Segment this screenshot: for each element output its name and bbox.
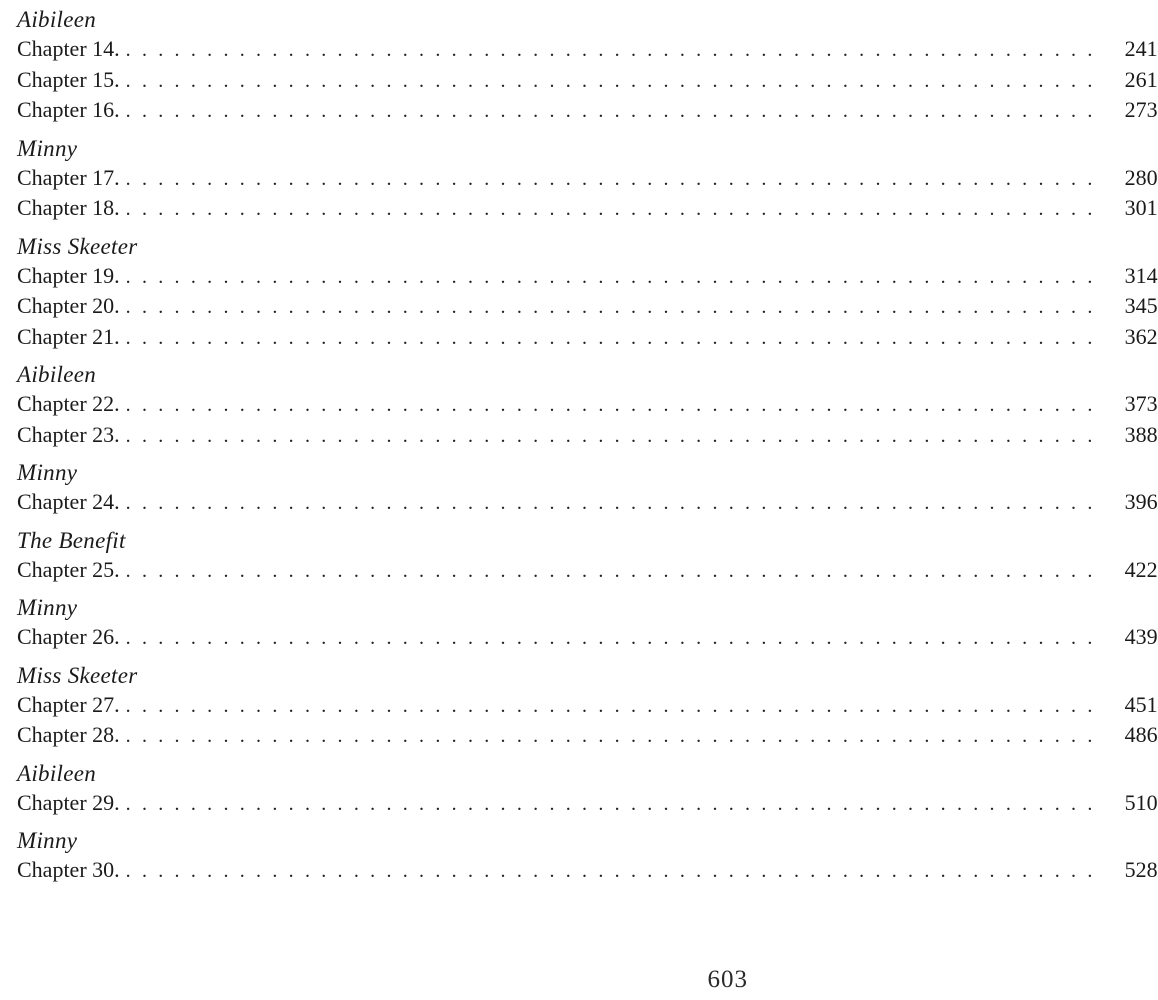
section-heading: Miss Skeeter xyxy=(17,233,138,259)
section-heading: The Benefit xyxy=(17,527,126,553)
chapter-page-number: 510 xyxy=(1124,789,1158,815)
toc-entry xyxy=(17,193,1158,224)
toc-section xyxy=(17,134,1158,224)
chapter-page-number: 345 xyxy=(1124,293,1158,318)
toc-section xyxy=(17,5,1158,126)
toc-entry xyxy=(17,487,1158,518)
toc-entry xyxy=(17,720,1158,751)
chapter-label: Chapter 26. xyxy=(17,624,120,649)
chapter-label: Chapter 22. xyxy=(17,391,120,416)
toc-entry xyxy=(17,389,1158,420)
dot-leader: ............................................................ xyxy=(125,792,1104,815)
toc-section xyxy=(17,826,1158,886)
chapter-label: Chapter 29. xyxy=(17,789,120,815)
toc-entry xyxy=(17,34,1158,65)
dot-leader: ............................................................ xyxy=(125,69,1104,92)
section-heading: Miss Skeeter xyxy=(17,662,138,688)
dot-leader: ............................................................ xyxy=(125,424,1104,447)
toc-entry xyxy=(17,555,1158,586)
section-heading: Aibileen xyxy=(17,760,97,786)
chapter-page-number: 388 xyxy=(1124,421,1158,447)
chapter-page-number: 314 xyxy=(1124,262,1158,288)
dot-leader: ............................................................ xyxy=(125,296,1104,318)
chapter-page-number: 273 xyxy=(1124,97,1158,122)
section-heading: Minny xyxy=(17,595,78,620)
dot-leader: ............................................................ xyxy=(125,167,1104,190)
section-heading: Aibileen xyxy=(17,362,97,387)
toc-entry xyxy=(17,261,1158,292)
dot-leader: ............................................................ xyxy=(125,326,1104,349)
dot-leader: ............................................................ xyxy=(125,694,1104,717)
toc-entry xyxy=(17,322,1158,353)
chapter-page-number: 396 xyxy=(1124,489,1158,514)
toc-section xyxy=(17,661,1158,751)
toc-section xyxy=(17,526,1158,586)
chapter-label: Chapter 17. xyxy=(17,164,120,190)
chapter-label: Chapter 28. xyxy=(17,722,120,747)
table-of-contents xyxy=(17,5,1158,886)
chapter-label: Chapter 25. xyxy=(17,556,120,582)
chapter-label: Chapter 19. xyxy=(17,262,120,288)
page-number: 603 xyxy=(707,966,748,993)
dot-leader: ............................................................ xyxy=(125,627,1104,649)
toc-entry xyxy=(17,622,1158,653)
dot-leader: ............................................................ xyxy=(125,100,1104,122)
chapter-label: Chapter 23. xyxy=(17,421,120,447)
chapter-label: Chapter 18. xyxy=(17,195,120,220)
chapter-page-number: 451 xyxy=(1124,691,1158,717)
dot-leader: ............................................................ xyxy=(125,39,1104,61)
chapter-label: Chapter 15. xyxy=(17,66,120,92)
toc-entry xyxy=(17,291,1158,322)
chapter-label: Chapter 16. xyxy=(17,97,120,122)
toc-section xyxy=(17,593,1158,653)
dot-leader: ............................................................ xyxy=(125,725,1104,747)
chapter-label: Chapter 27. xyxy=(17,691,120,717)
chapter-page-number: 280 xyxy=(1124,164,1158,190)
chapter-page-number: 486 xyxy=(1124,722,1158,747)
toc-entry xyxy=(17,95,1158,126)
toc-entry xyxy=(17,163,1158,194)
chapter-label: Chapter 14. xyxy=(17,36,120,61)
chapter-page-number: 362 xyxy=(1124,323,1158,349)
chapter-label: Chapter 20. xyxy=(17,293,120,318)
chapter-page-number: 241 xyxy=(1124,36,1158,61)
section-heading: Minny xyxy=(17,460,78,485)
dot-leader: ............................................................ xyxy=(125,265,1104,288)
chapter-page-number: 301 xyxy=(1124,195,1158,220)
chapter-page-number: 439 xyxy=(1124,624,1158,649)
chapter-page-number: 528 xyxy=(1124,857,1158,882)
dot-leader: ............................................................ xyxy=(125,559,1104,582)
dot-leader: ............................................................ xyxy=(125,198,1104,220)
chapter-label: Chapter 24. xyxy=(17,489,120,514)
toc-entry xyxy=(17,788,1158,819)
toc-section xyxy=(17,759,1158,819)
toc-entry xyxy=(17,65,1158,96)
toc-section xyxy=(17,458,1158,518)
toc-entry xyxy=(17,690,1158,721)
section-heading: Minny xyxy=(17,828,78,853)
chapter-page-number: 373 xyxy=(1124,391,1158,416)
chapter-label: Chapter 21. xyxy=(17,323,120,349)
chapter-page-number: 261 xyxy=(1124,66,1158,92)
section-heading: Minny xyxy=(17,135,78,161)
toc-section xyxy=(17,360,1158,450)
toc-entry xyxy=(17,420,1158,451)
dot-leader: ............................................................ xyxy=(125,860,1104,882)
chapter-label: Chapter 30. xyxy=(17,857,120,882)
section-heading: Aibileen xyxy=(17,7,97,32)
dot-leader: ............................................................ xyxy=(125,492,1104,514)
toc-section xyxy=(17,232,1158,353)
toc-entry xyxy=(17,855,1158,886)
chapter-page-number: 422 xyxy=(1124,556,1158,582)
dot-leader: ............................................................ xyxy=(125,394,1104,416)
